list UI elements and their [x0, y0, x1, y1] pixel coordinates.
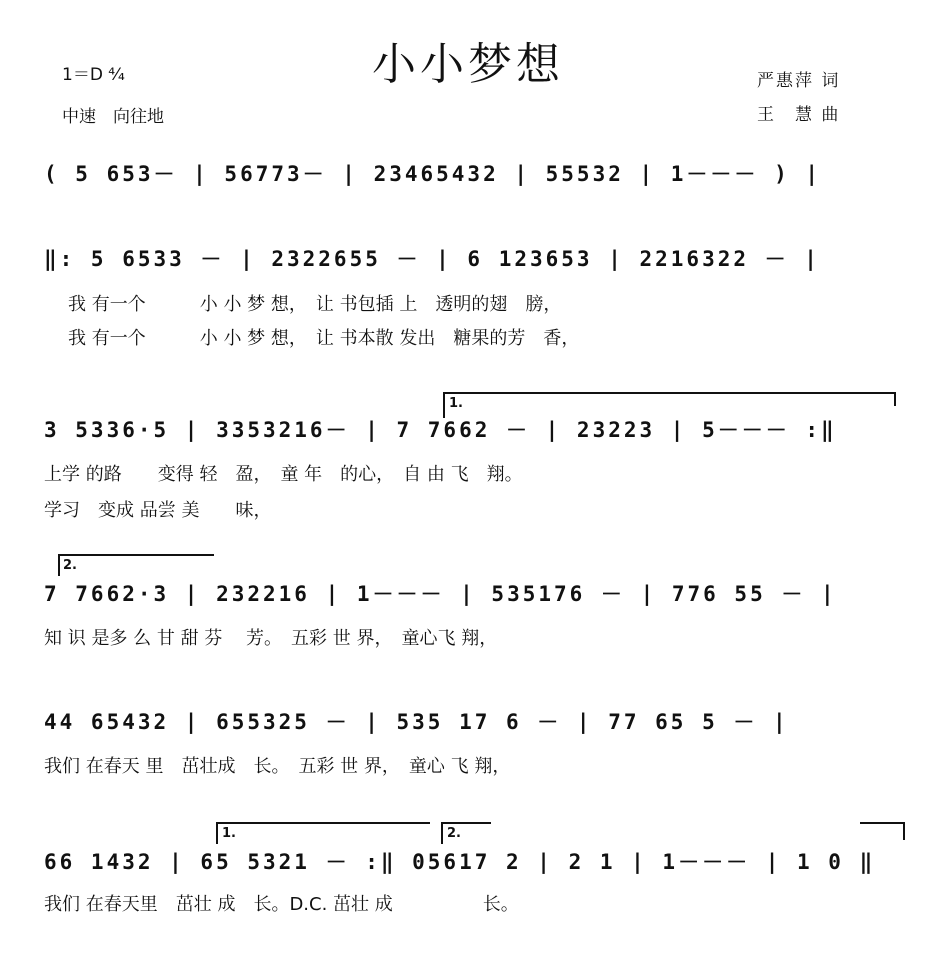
lyrics-row-2-verse-2: 我 有一个 小 小 梦 想， 让 书本散 发出 糖果的芳 香，	[68, 328, 580, 349]
row6-first-ending-bracket	[216, 822, 430, 824]
notation-row-2: ‖: 5 6533 － | 2322655 － | 6 123653 | 2216322 － |	[44, 247, 820, 271]
notation-row-6: 66 1432 | 65 5321 － :‖ 05617 2 | 2 1 | 1－－－ | 1 0 ‖	[44, 850, 876, 874]
row6-second-ending-bracket	[441, 822, 491, 824]
lyrics-row-3-verse-2: 学习 变成 品尝 美 味，	[44, 500, 272, 521]
song-title: 小小梦想	[372, 39, 564, 90]
first-ending-label: 1.	[449, 396, 463, 411]
lyrics-row-2-verse-1: 我 有一个 小 小 梦 想， 让 书包插 上 透明的翅 膀，	[68, 294, 562, 315]
row6-second-ending-label: 2.	[447, 826, 461, 841]
lyrics-row-3-verse-1: 上学 的路 变得 轻 盈， 童 年 的心， 自 由 飞 翔。	[44, 464, 523, 485]
first-ending-bracket	[443, 392, 895, 394]
lyricist-credit: 严惠萍 词	[757, 71, 841, 91]
second-ending-bracket-left	[58, 554, 60, 576]
row6-final-bracket	[860, 822, 904, 824]
notation-row-4: 7 7662·3 | 232216 | 1－－－ | 535176 － | 776 55 － |	[44, 582, 837, 606]
tempo-marking: 中速 向往地	[62, 107, 164, 127]
lyrics-row-5: 我们 在春天 里 茁壮成 长。 五彩 世 界， 童心 飞 翔，	[44, 756, 511, 777]
key-signature: 1＝D ⁴⁄₄	[62, 65, 125, 85]
row6-final-bracket-right	[903, 822, 905, 840]
row6-second-ending-bracket-left	[441, 822, 443, 844]
row6-first-ending-bracket-left	[216, 822, 218, 844]
second-ending-bracket	[58, 554, 214, 556]
second-ending-label: 2.	[63, 558, 77, 573]
row6-first-ending-label: 1.	[222, 826, 236, 841]
notation-row-5: 44 65432 | 655325 － | 535 17 6 － | 77 65 5 － |	[44, 710, 789, 734]
first-ending-bracket-right	[894, 392, 896, 406]
lyrics-row-4: 知 识 是多 么 甘 甜 芬 芳。 五彩 世 界， 童心飞 翔，	[44, 628, 498, 649]
lyrics-row-6: 我们 在春天里 茁壮 成 长。D.C. 茁壮 成 长。	[44, 894, 519, 915]
notation-row-1: ( 5 653－ | 56773－ | 23465432 | 55532 | 1－－－ ) |	[44, 162, 822, 186]
notation-row-3: 3 5336·5 | 3353216－ | 7 7662 － | 23223 | 5－－－ :‖	[44, 418, 837, 442]
composer-credit: 王 慧 曲	[757, 105, 841, 125]
